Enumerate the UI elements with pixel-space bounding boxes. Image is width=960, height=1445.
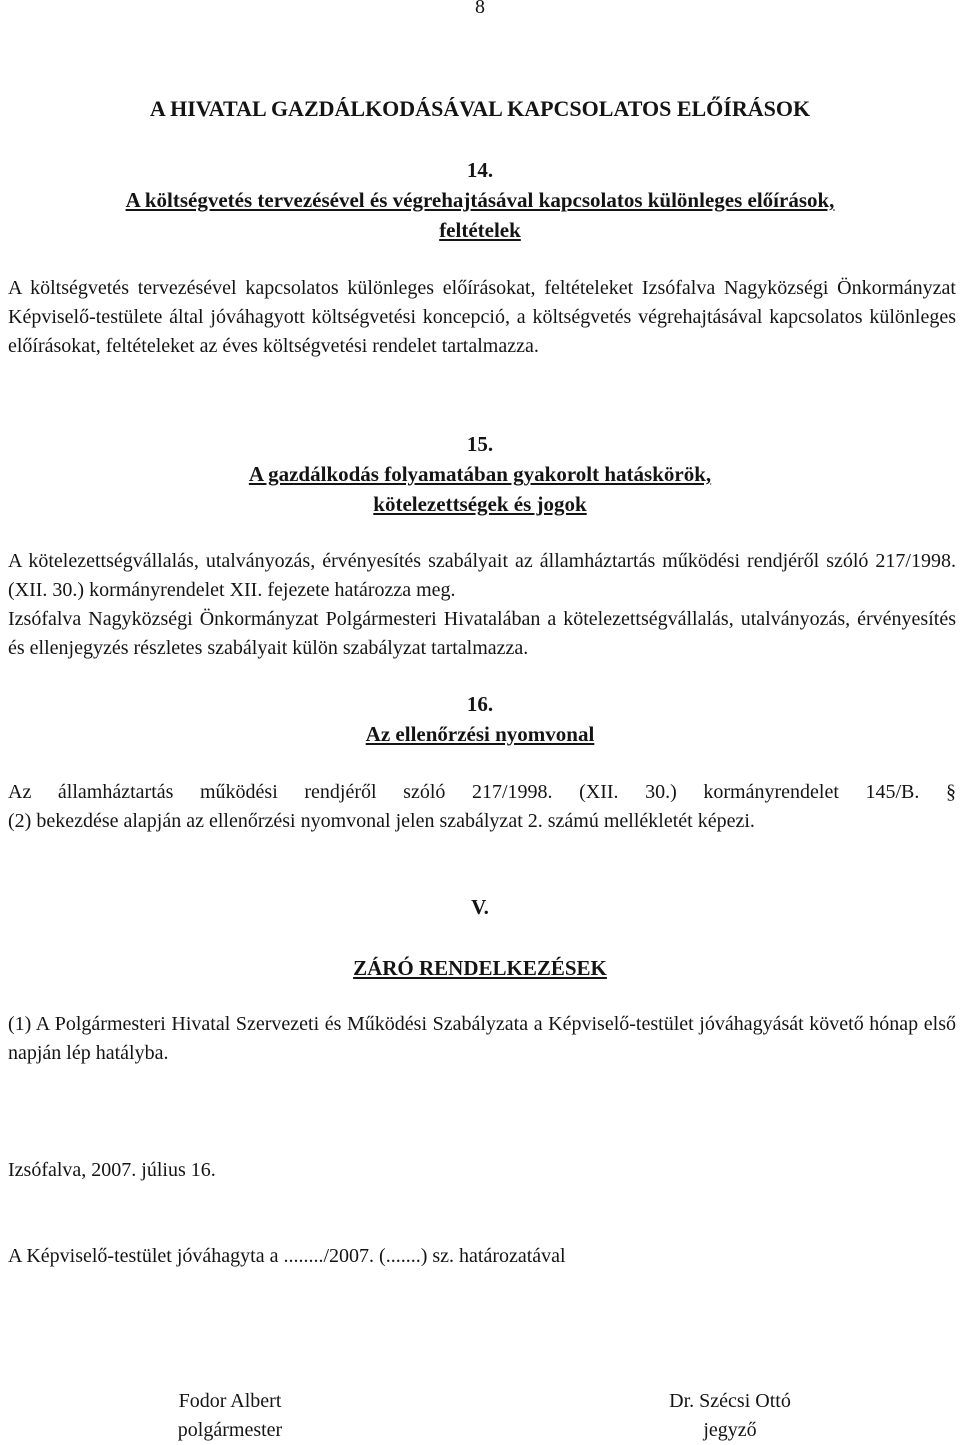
signature-right-title: jegyző — [703, 1419, 757, 1441]
place-date: Izsófalva, 2007. július 16. — [8, 1159, 216, 1181]
page-number: 8 — [475, 0, 485, 18]
section-16-title — [60, 719, 900, 749]
section-15-title-line1: A gazdálkodás folyamatában gyakorolt hatáskörök, — [248, 462, 712, 486]
signature-left — [130, 1387, 330, 1445]
section-16-body-line1: Az államháztartás működési rendjéről szóló 217/1998. (XII. 30.) kormányrendelet 145/B. § — [8, 781, 956, 803]
section-16-number: 16. — [466, 692, 494, 716]
section-15-body-1: A kötelezettségvállalás, utalványozás, érvényesítés szabályait az államháztartás működési rendjéről szóló 217/1998. (XII. 30.) kormányrendelet XII. fejezete határozza meg. — [8, 550, 956, 601]
section-14-title-line1: A költségvetés tervezésével és végrehajtásával kapcsolatos különleges előírások, — [125, 188, 835, 212]
section-14-title — [60, 185, 900, 245]
section-15-title — [60, 459, 900, 519]
section-15-body-2: Izsófalva Nagyközségi Önkormányzat Polgármesteri Hivatalában a kötelezettségvállalás, utalványozás, érvényesítés és ellenjegyzés részletes szabályait külön szabályzat tartalmazza. — [8, 608, 956, 659]
section-14-title-line2: feltételek — [439, 218, 521, 242]
section-15-title-line2: kötelezettségek és jogok — [373, 492, 587, 516]
signature-right — [630, 1387, 830, 1445]
signature-left-title: polgármester — [177, 1419, 283, 1441]
signature-left-name: Fodor Albert — [178, 1390, 282, 1412]
main-heading: A HIVATAL GAZDÁLKODÁSÁVAL KAPCSOLATOS ELŐÍRÁSOK — [149, 96, 811, 121]
approval-line: A Képviselő-testület jóváhagyta a ......../2007. (.......) sz. határozatával — [8, 1245, 566, 1267]
section-16-body-line2: (2) bekezdése alapján az ellenőrzési nyomvonal jelen szabályzat 2. számú mellékletét képezi. — [8, 810, 755, 832]
section-15-number: 15. — [466, 432, 494, 456]
chapter-5-title-text: ZÁRÓ RENDELKEZÉSEK — [353, 956, 607, 980]
chapter-5-number: V. — [471, 895, 489, 919]
section-14-body: A költségvetés tervezésével kapcsolatos különleges előírásokat, feltételeket Izsófalva Nagyközségi Önkormányzat Képviselő-testülete által jóváhagyott költségvetési koncepció, a költségvetés végrehajtásával kapcsolatos különleges előírásokat, feltételeket az éves költségvetési rendelet tartalmazza. — [8, 277, 956, 357]
section-16-title-text: Az ellenőrzési nyomvonal — [365, 722, 595, 746]
chapter-5-title — [60, 953, 900, 983]
section-14-number: 14. — [466, 158, 494, 182]
signature-right-name: Dr. Szécsi Ottó — [669, 1390, 791, 1412]
chapter-5-body: (1) A Polgármesteri Hivatal Szervezeti és Működési Szabályzata a Képviselő-testület jóváhagyását követő hónap első napján lép hatályba. — [8, 1013, 956, 1064]
